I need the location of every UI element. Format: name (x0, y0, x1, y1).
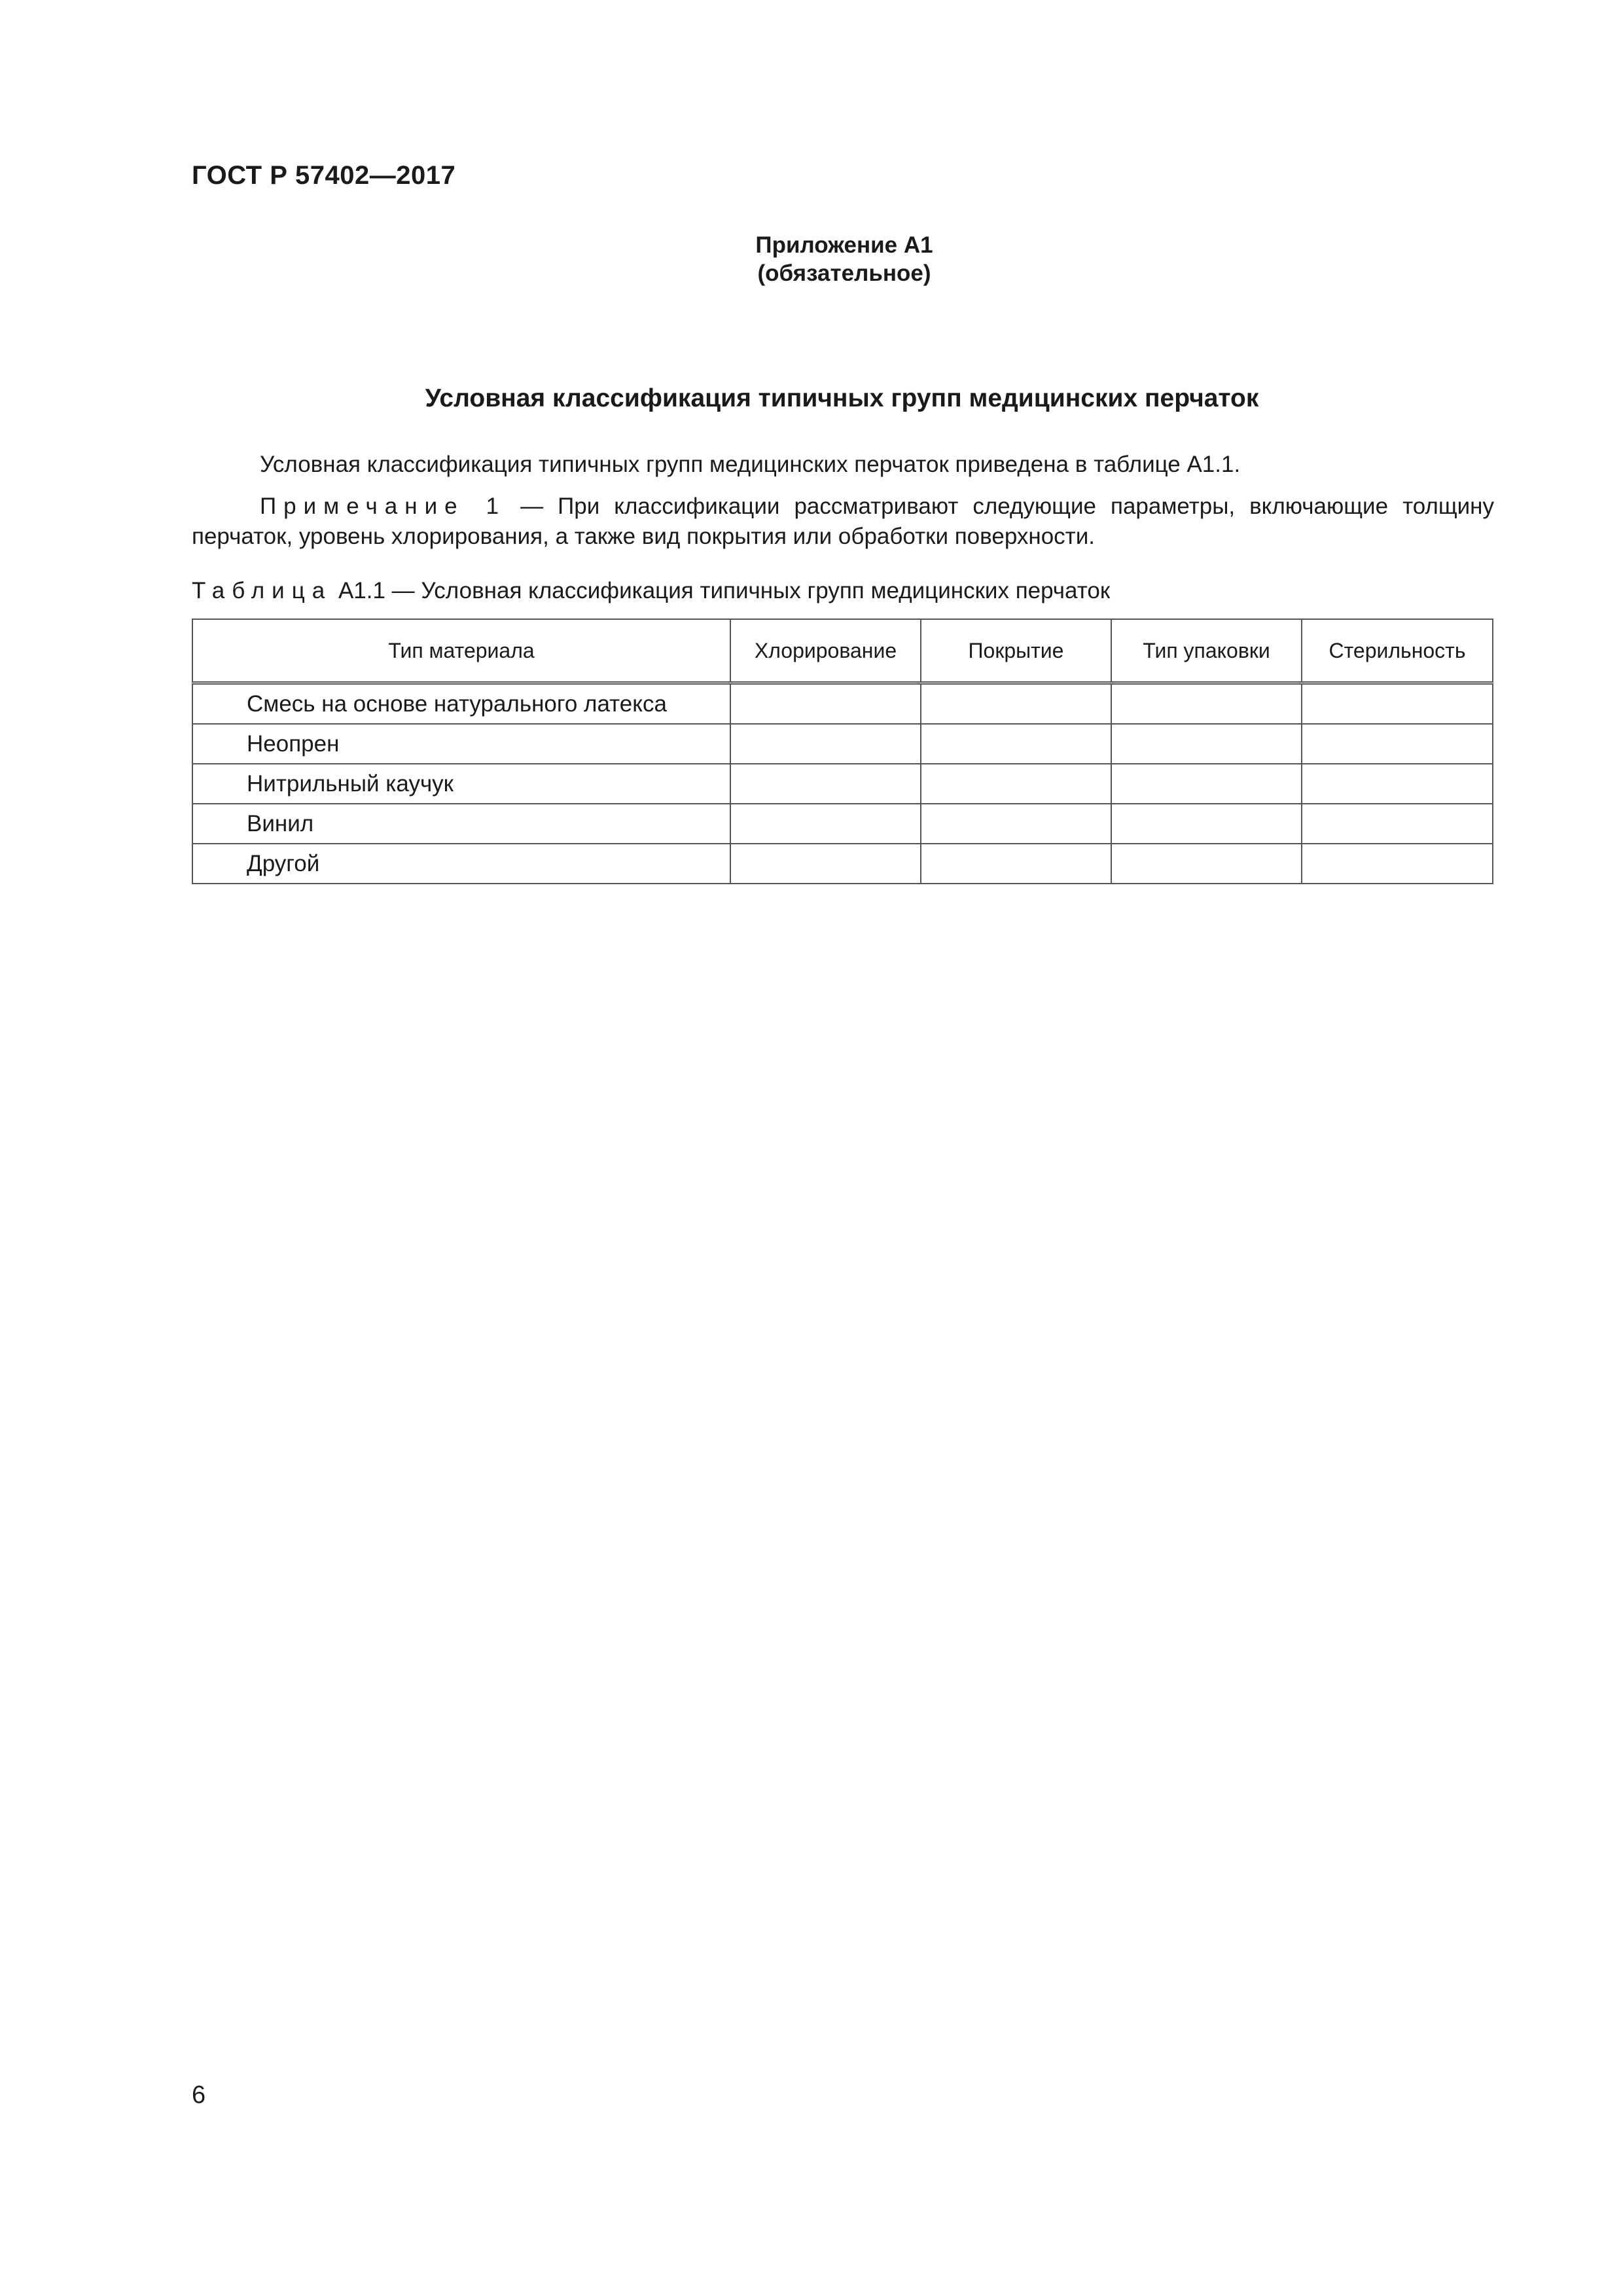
sterility-cell (1302, 683, 1493, 725)
page-number: 6 (192, 2081, 206, 2109)
table-header-row (192, 619, 1493, 683)
annex-title: Приложение А1 (755, 232, 933, 258)
packaging-cell (1111, 724, 1302, 764)
table-row (192, 804, 1493, 844)
header-chlorination: Хлорирование (730, 619, 921, 683)
section-title: Условная классификация типичных групп медицинских перчаток (425, 384, 1259, 412)
sterility-cell (1302, 764, 1493, 804)
table-row (192, 844, 1493, 884)
packaging-cell (1111, 764, 1302, 804)
packaging-cell (1111, 804, 1302, 844)
material-cell: Винил (192, 804, 730, 844)
material-cell: Другой (192, 844, 730, 884)
packaging-cell (1111, 844, 1302, 884)
coating-cell (921, 724, 1111, 764)
coating-cell (921, 844, 1111, 884)
intro-paragraph: Условная классификация типичных групп медицинских перчаток приведена в таблице А1.1. (260, 452, 1241, 477)
header-coating: Покрытие (921, 619, 1111, 683)
table-caption-text: А1.1 — Условная классификация типичных групп медицинских перчаток (332, 578, 1111, 603)
coating-cell (921, 764, 1111, 804)
table-row (192, 724, 1493, 764)
note-label: Примечание 1 (260, 493, 507, 519)
table-row (192, 683, 1493, 725)
chlorination-cell (730, 844, 921, 884)
packaging-cell (1111, 683, 1302, 725)
chlorination-cell (730, 764, 921, 804)
document-code: ГОСТ Р 57402—2017 (192, 161, 456, 190)
coating-cell (921, 804, 1111, 844)
chlorination-cell (730, 683, 921, 725)
header-sterility: Стерильность (1302, 619, 1493, 683)
chlorination-cell (730, 724, 921, 764)
sterility-cell (1302, 724, 1493, 764)
material-cell: Нитрильный каучук (192, 764, 730, 804)
table-row (192, 764, 1493, 804)
sterility-cell (1302, 844, 1493, 884)
material-cell: Смесь на основе натурального латекса (192, 683, 730, 725)
note-text: — При классификации рассматривают следующие параметры, включающие толщину перчаток, уровень хлорирования, а также вид покрытия или обработки поверхности. (192, 493, 1494, 549)
note-paragraph (192, 492, 1494, 552)
sterility-cell (1302, 804, 1493, 844)
classification-table (192, 619, 1493, 884)
chlorination-cell (730, 804, 921, 844)
material-cell: Неопрен (192, 724, 730, 764)
annex-status: (обязательное) (757, 260, 931, 286)
header-packaging-type: Тип упаковки (1111, 619, 1302, 683)
coating-cell (921, 683, 1111, 725)
table-caption (192, 578, 1110, 604)
table-caption-label: Таблица (192, 578, 332, 603)
header-material-type: Тип материала (192, 619, 730, 683)
